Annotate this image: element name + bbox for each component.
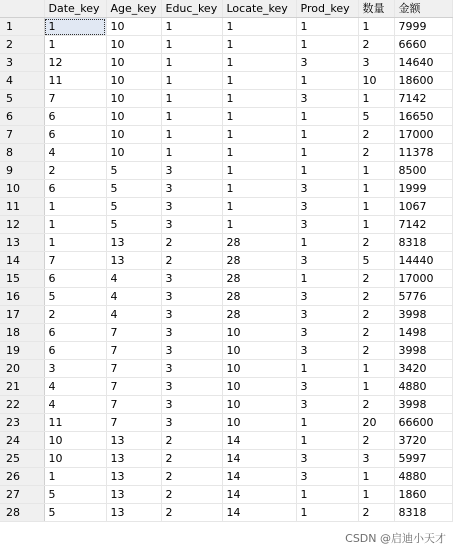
educ-key-cell[interactable]: 3 — [161, 180, 222, 198]
date-key-cell[interactable]: 11 — [44, 72, 106, 90]
locate-key-cell[interactable]: 1 — [222, 216, 296, 234]
amount-cell[interactable]: 8318 — [394, 504, 452, 522]
table-row[interactable] — [0, 144, 452, 162]
amount-cell[interactable]: 1999 — [394, 180, 452, 198]
locate-key-cell[interactable]: 1 — [222, 18, 296, 36]
locate-key-cell[interactable]: 14 — [222, 432, 296, 450]
prod-key-cell[interactable]: 1 — [296, 486, 358, 504]
table-row[interactable] — [0, 324, 452, 342]
educ-key-cell[interactable]: 2 — [161, 234, 222, 252]
prod-key-cell[interactable]: 1 — [296, 36, 358, 54]
row-number[interactable]: 7 — [0, 126, 44, 144]
educ-key-cell[interactable]: 3 — [161, 270, 222, 288]
row-number[interactable]: 19 — [0, 342, 44, 360]
date-key-cell[interactable]: 11 — [44, 414, 106, 432]
prod-key-cell[interactable]: 3 — [296, 468, 358, 486]
educ-key-cell[interactable]: 1 — [161, 36, 222, 54]
date-key-cell[interactable]: 6 — [44, 324, 106, 342]
educ-key-cell[interactable]: 3 — [161, 414, 222, 432]
age-key-cell[interactable]: 13 — [106, 504, 161, 522]
age-key-cell[interactable]: 13 — [106, 432, 161, 450]
date-key-cell[interactable]: 5 — [44, 288, 106, 306]
row-number[interactable]: 6 — [0, 108, 44, 126]
date-key-cell[interactable]: 6 — [44, 180, 106, 198]
corner-cell[interactable] — [0, 0, 44, 18]
educ-key-cell[interactable]: 1 — [161, 108, 222, 126]
table-row[interactable] — [0, 180, 452, 198]
age-key-cell[interactable]: 7 — [106, 396, 161, 414]
quantity-cell[interactable]: 2 — [358, 144, 394, 162]
prod-key-cell[interactable]: 3 — [296, 180, 358, 198]
educ-key-cell[interactable]: 2 — [161, 486, 222, 504]
prod-key-cell[interactable]: 1 — [296, 108, 358, 126]
amount-cell[interactable]: 16650 — [394, 108, 452, 126]
quantity-cell[interactable]: 10 — [358, 72, 394, 90]
table-row[interactable] — [0, 396, 452, 414]
table-row[interactable] — [0, 504, 452, 522]
quantity-cell[interactable]: 1 — [358, 198, 394, 216]
date-key-cell[interactable]: 4 — [44, 378, 106, 396]
locate-key-cell[interactable]: 1 — [222, 90, 296, 108]
age-key-cell[interactable]: 13 — [106, 468, 161, 486]
educ-key-cell[interactable]: 2 — [161, 468, 222, 486]
row-number[interactable]: 15 — [0, 270, 44, 288]
row-number[interactable]: 24 — [0, 432, 44, 450]
quantity-cell[interactable]: 1 — [358, 216, 394, 234]
locate-key-cell[interactable]: 14 — [222, 504, 296, 522]
prod-key-cell[interactable]: 1 — [296, 162, 358, 180]
educ-key-cell[interactable]: 2 — [161, 252, 222, 270]
quantity-cell[interactable]: 1 — [358, 468, 394, 486]
locate-key-cell[interactable]: 14 — [222, 450, 296, 468]
row-number[interactable]: 20 — [0, 360, 44, 378]
locate-key-cell[interactable]: 10 — [222, 324, 296, 342]
age-key-cell[interactable]: 4 — [106, 306, 161, 324]
row-number[interactable]: 10 — [0, 180, 44, 198]
amount-cell[interactable]: 17000 — [394, 126, 452, 144]
date-key-cell[interactable]: 4 — [44, 396, 106, 414]
prod-key-cell[interactable]: 1 — [296, 270, 358, 288]
table-row[interactable] — [0, 468, 452, 486]
age-key-cell[interactable]: 13 — [106, 234, 161, 252]
amount-cell[interactable]: 5776 — [394, 288, 452, 306]
age-key-cell[interactable]: 4 — [106, 270, 161, 288]
amount-cell[interactable]: 7999 — [394, 18, 452, 36]
locate-key-cell[interactable]: 14 — [222, 486, 296, 504]
table-row[interactable] — [0, 252, 452, 270]
amount-cell[interactable]: 6660 — [394, 36, 452, 54]
row-number[interactable]: 25 — [0, 450, 44, 468]
prod-key-cell[interactable]: 1 — [296, 432, 358, 450]
prod-key-cell[interactable]: 1 — [296, 144, 358, 162]
amount-cell[interactable]: 1860 — [394, 486, 452, 504]
age-key-cell[interactable]: 7 — [106, 342, 161, 360]
prod-key-cell[interactable]: 3 — [296, 54, 358, 72]
amount-cell[interactable]: 66600 — [394, 414, 452, 432]
age-key-cell[interactable]: 4 — [106, 288, 161, 306]
column-header-amount[interactable]: 金额 — [394, 0, 452, 18]
locate-key-cell[interactable]: 1 — [222, 126, 296, 144]
quantity-cell[interactable]: 1 — [358, 360, 394, 378]
amount-cell[interactable]: 11378 — [394, 144, 452, 162]
table-row[interactable] — [0, 306, 452, 324]
locate-key-cell[interactable]: 1 — [222, 180, 296, 198]
prod-key-cell[interactable]: 1 — [296, 414, 358, 432]
age-key-cell[interactable]: 5 — [106, 180, 161, 198]
prod-key-cell[interactable]: 3 — [296, 198, 358, 216]
quantity-cell[interactable]: 1 — [358, 90, 394, 108]
prod-key-cell[interactable]: 3 — [296, 252, 358, 270]
educ-key-cell[interactable]: 1 — [161, 18, 222, 36]
quantity-cell[interactable]: 2 — [358, 324, 394, 342]
table-row[interactable] — [0, 216, 452, 234]
table-row[interactable] — [0, 234, 452, 252]
date-key-cell[interactable]: 1 — [44, 468, 106, 486]
age-key-cell[interactable]: 7 — [106, 414, 161, 432]
locate-key-cell[interactable]: 14 — [222, 468, 296, 486]
quantity-cell[interactable]: 2 — [358, 504, 394, 522]
quantity-cell[interactable]: 2 — [358, 342, 394, 360]
educ-key-cell[interactable]: 3 — [161, 396, 222, 414]
locate-key-cell[interactable]: 28 — [222, 252, 296, 270]
educ-key-cell[interactable]: 3 — [161, 288, 222, 306]
locate-key-cell[interactable]: 10 — [222, 378, 296, 396]
amount-cell[interactable]: 8318 — [394, 234, 452, 252]
locate-key-cell[interactable]: 28 — [222, 270, 296, 288]
educ-key-cell[interactable]: 3 — [161, 216, 222, 234]
date-key-cell[interactable]: 6 — [44, 270, 106, 288]
locate-key-cell[interactable]: 1 — [222, 198, 296, 216]
educ-key-cell[interactable]: 2 — [161, 504, 222, 522]
row-number[interactable]: 14 — [0, 252, 44, 270]
column-header-prod-key[interactable]: Prod_key — [296, 0, 358, 18]
age-key-cell[interactable]: 10 — [106, 36, 161, 54]
educ-key-cell[interactable]: 3 — [161, 342, 222, 360]
amount-cell[interactable]: 7142 — [394, 216, 452, 234]
table-row[interactable] — [0, 18, 452, 36]
amount-cell[interactable]: 14440 — [394, 252, 452, 270]
prod-key-cell[interactable]: 3 — [296, 90, 358, 108]
table-row[interactable] — [0, 90, 452, 108]
date-key-cell[interactable]: 7 — [44, 90, 106, 108]
locate-key-cell[interactable]: 10 — [222, 360, 296, 378]
table-row[interactable] — [0, 486, 452, 504]
educ-key-cell[interactable]: 3 — [161, 378, 222, 396]
amount-cell[interactable]: 18600 — [394, 72, 452, 90]
row-number[interactable]: 11 — [0, 198, 44, 216]
column-header-date-key[interactable]: Date_key — [44, 0, 106, 18]
amount-cell[interactable]: 7142 — [394, 90, 452, 108]
date-key-cell[interactable]: 1 — [44, 18, 106, 36]
prod-key-cell[interactable]: 3 — [296, 450, 358, 468]
locate-key-cell[interactable]: 28 — [222, 234, 296, 252]
quantity-cell[interactable]: 2 — [358, 432, 394, 450]
age-key-cell[interactable]: 13 — [106, 486, 161, 504]
row-number[interactable]: 1 — [0, 18, 44, 36]
locate-key-cell[interactable]: 1 — [222, 72, 296, 90]
table-row[interactable] — [0, 54, 452, 72]
quantity-cell[interactable]: 2 — [358, 36, 394, 54]
amount-cell[interactable]: 3998 — [394, 396, 452, 414]
table-row[interactable] — [0, 342, 452, 360]
row-number[interactable]: 13 — [0, 234, 44, 252]
table-row[interactable] — [0, 198, 452, 216]
date-key-cell[interactable]: 6 — [44, 108, 106, 126]
amount-cell[interactable]: 1067 — [394, 198, 452, 216]
row-number[interactable]: 9 — [0, 162, 44, 180]
quantity-cell[interactable]: 1 — [358, 180, 394, 198]
amount-cell[interactable]: 3720 — [394, 432, 452, 450]
prod-key-cell[interactable]: 1 — [296, 18, 358, 36]
locate-key-cell[interactable]: 28 — [222, 288, 296, 306]
quantity-cell[interactable]: 1 — [358, 378, 394, 396]
educ-key-cell[interactable]: 3 — [161, 306, 222, 324]
educ-key-cell[interactable]: 1 — [161, 90, 222, 108]
row-number[interactable]: 27 — [0, 486, 44, 504]
row-number[interactable]: 21 — [0, 378, 44, 396]
prod-key-cell[interactable]: 3 — [296, 216, 358, 234]
age-key-cell[interactable]: 5 — [106, 162, 161, 180]
prod-key-cell[interactable]: 1 — [296, 234, 358, 252]
table-row[interactable] — [0, 432, 452, 450]
column-header-locate-key[interactable]: Locate_key — [222, 0, 296, 18]
row-number[interactable]: 16 — [0, 288, 44, 306]
table-row[interactable] — [0, 126, 452, 144]
column-header-age-key[interactable]: Age_key — [106, 0, 161, 18]
quantity-cell[interactable]: 1 — [358, 486, 394, 504]
prod-key-cell[interactable]: 3 — [296, 342, 358, 360]
quantity-cell[interactable]: 2 — [358, 306, 394, 324]
amount-cell[interactable]: 17000 — [394, 270, 452, 288]
educ-key-cell[interactable]: 3 — [161, 162, 222, 180]
locate-key-cell[interactable]: 10 — [222, 342, 296, 360]
date-key-cell[interactable]: 7 — [44, 252, 106, 270]
quantity-cell[interactable]: 2 — [358, 396, 394, 414]
quantity-cell[interactable]: 5 — [358, 252, 394, 270]
date-key-cell[interactable]: 3 — [44, 360, 106, 378]
age-key-cell[interactable]: 5 — [106, 198, 161, 216]
prod-key-cell[interactable]: 3 — [296, 396, 358, 414]
amount-cell[interactable]: 3998 — [394, 342, 452, 360]
educ-key-cell[interactable]: 3 — [161, 360, 222, 378]
age-key-cell[interactable]: 13 — [106, 252, 161, 270]
quantity-cell[interactable]: 3 — [358, 450, 394, 468]
age-key-cell[interactable]: 10 — [106, 72, 161, 90]
age-key-cell[interactable]: 7 — [106, 360, 161, 378]
amount-cell[interactable]: 1498 — [394, 324, 452, 342]
locate-key-cell[interactable]: 10 — [222, 396, 296, 414]
educ-key-cell[interactable]: 1 — [161, 126, 222, 144]
age-key-cell[interactable]: 10 — [106, 144, 161, 162]
age-key-cell[interactable]: 13 — [106, 450, 161, 468]
amount-cell[interactable]: 3420 — [394, 360, 452, 378]
prod-key-cell[interactable]: 1 — [296, 360, 358, 378]
age-key-cell[interactable]: 10 — [106, 54, 161, 72]
age-key-cell[interactable]: 5 — [106, 216, 161, 234]
date-key-cell[interactable]: 1 — [44, 198, 106, 216]
row-number[interactable]: 4 — [0, 72, 44, 90]
date-key-cell[interactable]: 1 — [44, 36, 106, 54]
csdn-watermark: CSDN @启迪小天才 — [345, 532, 446, 545]
educ-key-cell[interactable]: 1 — [161, 54, 222, 72]
prod-key-cell[interactable]: 3 — [296, 306, 358, 324]
row-number[interactable]: 22 — [0, 396, 44, 414]
prod-key-cell[interactable]: 3 — [296, 324, 358, 342]
row-number[interactable]: 17 — [0, 306, 44, 324]
date-key-cell[interactable]: 4 — [44, 144, 106, 162]
amount-cell[interactable]: 14640 — [394, 54, 452, 72]
date-key-cell[interactable]: 2 — [44, 306, 106, 324]
date-key-cell[interactable]: 6 — [44, 342, 106, 360]
age-key-cell[interactable]: 7 — [106, 378, 161, 396]
locate-key-cell[interactable]: 10 — [222, 414, 296, 432]
locate-key-cell[interactable]: 1 — [222, 162, 296, 180]
prod-key-cell[interactable]: 1 — [296, 72, 358, 90]
quantity-cell[interactable]: 5 — [358, 108, 394, 126]
row-number[interactable]: 8 — [0, 144, 44, 162]
table-row[interactable] — [0, 270, 452, 288]
locate-key-cell[interactable]: 28 — [222, 306, 296, 324]
locate-key-cell[interactable]: 1 — [222, 108, 296, 126]
table-row[interactable] — [0, 36, 452, 54]
age-key-cell[interactable]: 7 — [106, 324, 161, 342]
educ-key-cell[interactable]: 1 — [161, 72, 222, 90]
row-number[interactable]: 3 — [0, 54, 44, 72]
table-row[interactable] — [0, 450, 452, 468]
amount-cell[interactable]: 8500 — [394, 162, 452, 180]
column-header-quantity[interactable]: 数量 — [358, 0, 394, 18]
quantity-cell[interactable]: 2 — [358, 126, 394, 144]
quantity-cell[interactable]: 2 — [358, 288, 394, 306]
quantity-cell[interactable]: 3 — [358, 54, 394, 72]
date-key-cell[interactable]: 5 — [44, 486, 106, 504]
educ-key-cell[interactable]: 2 — [161, 450, 222, 468]
locate-key-cell[interactable]: 1 — [222, 36, 296, 54]
date-key-cell[interactable]: 1 — [44, 216, 106, 234]
amount-cell[interactable]: 4880 — [394, 468, 452, 486]
date-key-cell[interactable]: 12 — [44, 54, 106, 72]
table-row[interactable] — [0, 108, 452, 126]
row-number[interactable]: 2 — [0, 36, 44, 54]
prod-key-cell[interactable]: 3 — [296, 288, 358, 306]
quantity-cell[interactable]: 20 — [358, 414, 394, 432]
date-key-cell[interactable]: 6 — [44, 126, 106, 144]
quantity-cell[interactable]: 1 — [358, 18, 394, 36]
row-number[interactable]: 18 — [0, 324, 44, 342]
age-key-cell[interactable]: 10 — [106, 126, 161, 144]
educ-key-cell[interactable]: 3 — [161, 324, 222, 342]
amount-cell[interactable]: 5997 — [394, 450, 452, 468]
age-key-cell[interactable]: 10 — [106, 18, 161, 36]
row-number[interactable]: 28 — [0, 504, 44, 522]
locate-key-cell[interactable]: 1 — [222, 144, 296, 162]
quantity-cell[interactable]: 1 — [358, 162, 394, 180]
date-key-cell[interactable]: 5 — [44, 504, 106, 522]
age-key-cell[interactable]: 10 — [106, 90, 161, 108]
educ-key-cell[interactable]: 2 — [161, 432, 222, 450]
table-row[interactable] — [0, 414, 452, 432]
age-key-cell[interactable]: 10 — [106, 108, 161, 126]
table-row[interactable] — [0, 288, 452, 306]
row-number[interactable]: 12 — [0, 216, 44, 234]
table-row[interactable] — [0, 162, 452, 180]
row-number[interactable]: 23 — [0, 414, 44, 432]
table-row[interactable] — [0, 378, 452, 396]
locate-key-cell[interactable]: 1 — [222, 54, 296, 72]
date-key-cell[interactable]: 1 — [44, 234, 106, 252]
quantity-cell[interactable]: 2 — [358, 270, 394, 288]
prod-key-cell[interactable]: 1 — [296, 504, 358, 522]
header-row — [0, 0, 452, 18]
table-row[interactable] — [0, 72, 452, 90]
table-row[interactable] — [0, 360, 452, 378]
column-header-educ-key[interactable]: Educ_key — [161, 0, 222, 18]
row-number[interactable]: 5 — [0, 90, 44, 108]
amount-cell[interactable]: 4880 — [394, 378, 452, 396]
row-number[interactable]: 26 — [0, 468, 44, 486]
date-key-cell[interactable]: 10 — [44, 450, 106, 468]
educ-key-cell[interactable]: 1 — [161, 144, 222, 162]
quantity-cell[interactable]: 2 — [358, 234, 394, 252]
date-key-cell[interactable]: 2 — [44, 162, 106, 180]
grid-body — [0, 18, 452, 522]
amount-cell[interactable]: 3998 — [394, 306, 452, 324]
date-key-cell[interactable]: 10 — [44, 432, 106, 450]
prod-key-cell[interactable]: 1 — [296, 126, 358, 144]
educ-key-cell[interactable]: 3 — [161, 198, 222, 216]
prod-key-cell[interactable]: 3 — [296, 378, 358, 396]
